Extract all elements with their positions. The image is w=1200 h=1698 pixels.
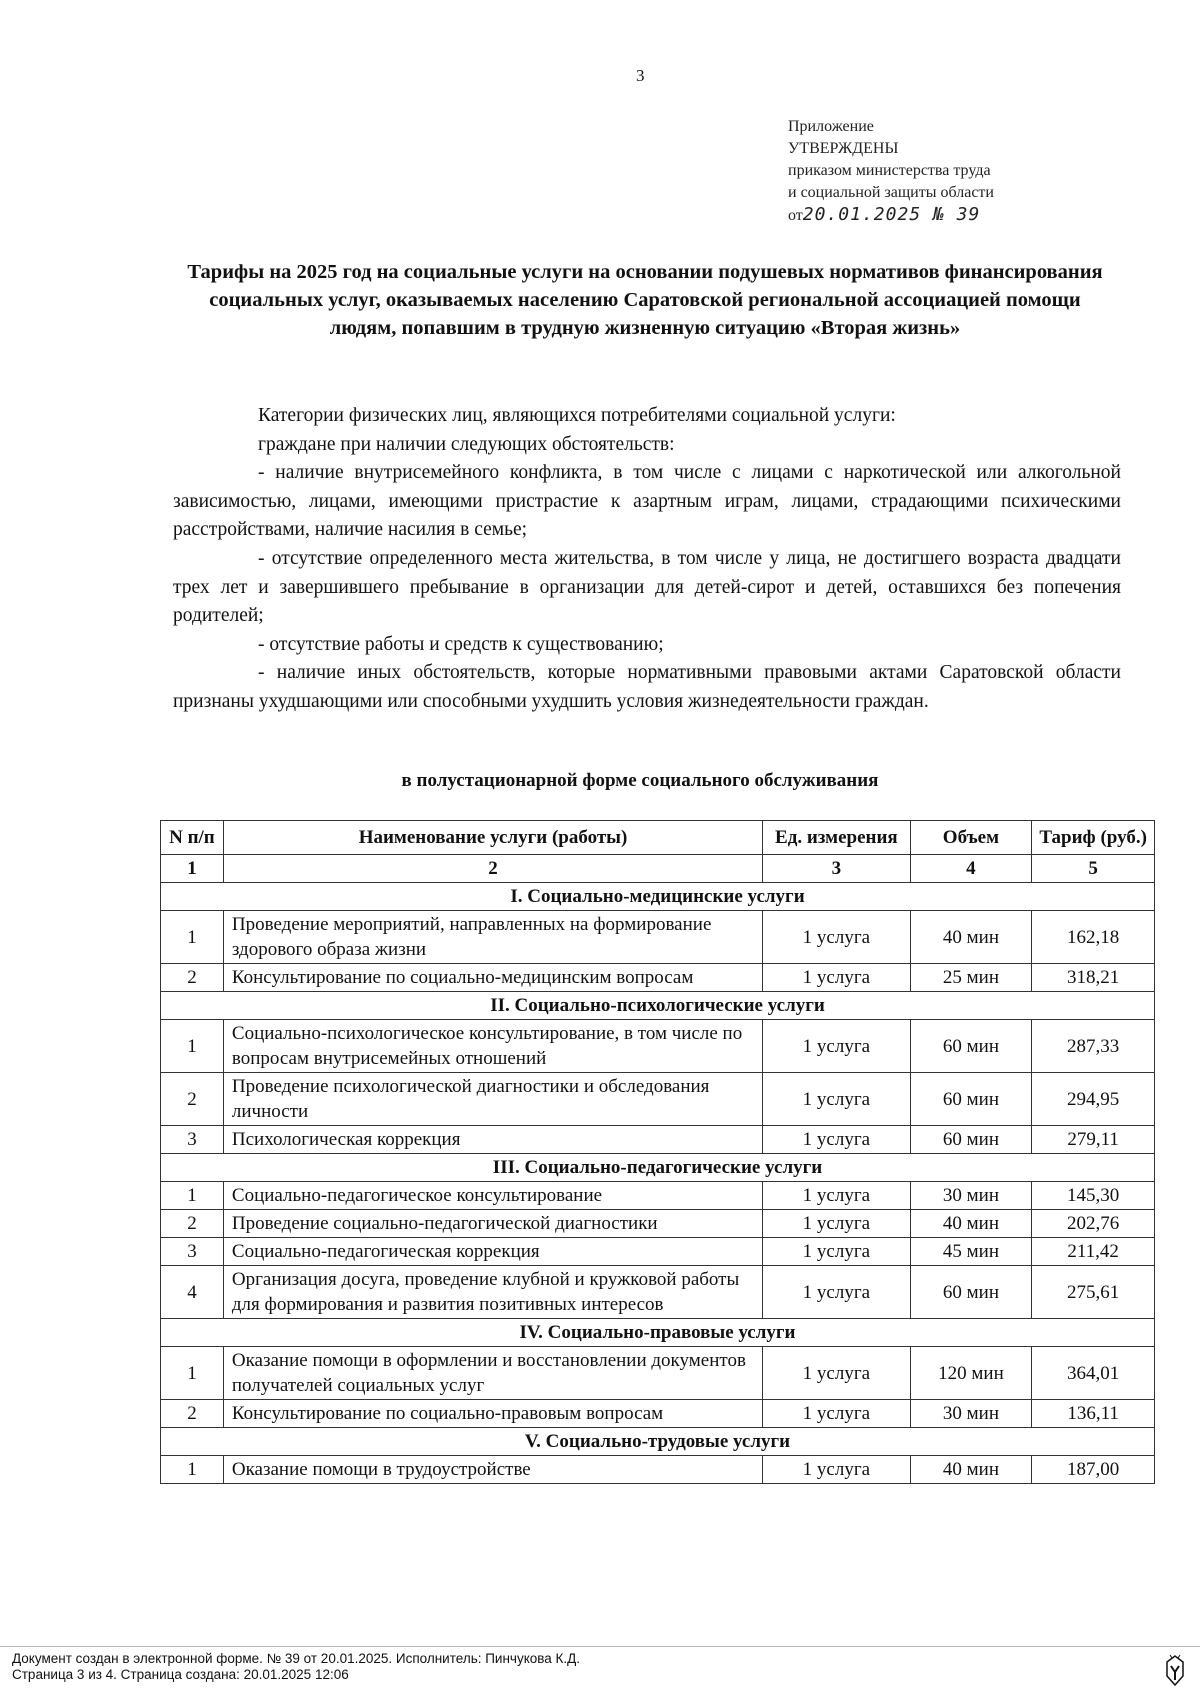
table-row [161, 1400, 1155, 1428]
service-name: Социально-педагогическое консультирование [223, 1182, 762, 1210]
section-row [161, 1428, 1155, 1456]
table-row [161, 1182, 1155, 1210]
column-number: 4 [910, 855, 1032, 883]
appendix-line2: УТВЕРЖДЕНЫ [788, 140, 899, 157]
unit-cell: 1 услуга [763, 964, 910, 992]
intro-text [173, 402, 1121, 717]
appendix-block [788, 116, 994, 227]
intro-paragraph: Категории физических лиц, являющихся потребителями социальной услуги: [258, 405, 896, 426]
row-number: 1 [161, 1456, 224, 1484]
tariff-cell: 275,61 [1032, 1266, 1155, 1319]
tariff-cell: 294,95 [1032, 1073, 1155, 1126]
service-name: Проведение социально-педагогической диагностики [223, 1210, 762, 1238]
volume-cell: 40 мин [910, 1210, 1032, 1238]
service-name: Проведение мероприятий, направленных на формирование здорового образа жизни [223, 911, 762, 964]
table-row [161, 1210, 1155, 1238]
unit-cell: 1 услуга [763, 1456, 910, 1484]
unit-cell: 1 услуга [763, 1238, 910, 1266]
section-title: V. Социально-трудовые услуги [161, 1428, 1155, 1456]
table-row [161, 1238, 1155, 1266]
coat-of-arms-icon [1164, 1652, 1186, 1688]
row-number: 2 [161, 1210, 224, 1238]
intro-paragraph: - наличие иных обстоятельств, которые нормативными правовыми актами Саратовской области признаны ухудшающими или способными ухудшить условия жизнедеятельности граждан. [173, 662, 1121, 712]
section-title: IV. Социально-правовые услуги [161, 1319, 1155, 1347]
column-number: 2 [223, 855, 762, 883]
tariff-cell: 187,00 [1032, 1456, 1155, 1484]
tariff-cell: 287,33 [1032, 1020, 1155, 1073]
section-row [161, 883, 1155, 911]
appendix-line3: приказом министерства труда [788, 162, 991, 179]
appendix-date-prefix: от [788, 207, 803, 224]
service-name: Консультирование по социально-медицинским вопросам [223, 964, 762, 992]
volume-cell: 30 мин [910, 1182, 1032, 1210]
volume-cell: 60 мин [910, 1266, 1032, 1319]
form-heading: в полустационарной форме социального обслуживания [401, 770, 879, 791]
section-title: I. Социально-медицинские услуги [161, 883, 1155, 911]
footer-line2: Страница 3 из 4. Страница создана: 20.01.2025 12:06 [12, 1667, 349, 1682]
column-numbers-row [161, 855, 1155, 883]
appendix-line1: Приложение [788, 118, 874, 135]
page-number: 3 [636, 66, 645, 85]
table-row [161, 911, 1155, 964]
table-row [161, 1347, 1155, 1400]
service-name: Оказание помощи в оформлении и восстановлении документов получателей социальных услуг [223, 1347, 762, 1400]
tariff-cell: 211,42 [1032, 1238, 1155, 1266]
row-number: 1 [161, 1020, 224, 1073]
row-number: 4 [161, 1266, 224, 1319]
unit-cell: 1 услуга [763, 1126, 910, 1154]
section-row [161, 1319, 1155, 1347]
table-row [161, 964, 1155, 992]
volume-cell: 45 мин [910, 1238, 1032, 1266]
row-number: 2 [161, 1073, 224, 1126]
header-service-name: Наименование услуги (работы) [223, 821, 762, 855]
table-row [161, 1456, 1155, 1484]
table-row [161, 1266, 1155, 1319]
volume-cell: 60 мин [910, 1020, 1032, 1073]
volume-cell: 25 мин [910, 964, 1032, 992]
intro-paragraph: граждане при наличии следующих обстоятельств: [258, 433, 675, 455]
unit-cell: 1 услуга [763, 1073, 910, 1126]
tariff-cell: 202,76 [1032, 1210, 1155, 1238]
column-number: 3 [763, 855, 910, 883]
table-row [161, 1073, 1155, 1126]
tariff-cell: 162,18 [1032, 911, 1155, 964]
tariff-cell: 279,11 [1032, 1126, 1155, 1154]
volume-cell: 60 мин [910, 1126, 1032, 1154]
row-number: 1 [161, 911, 224, 964]
service-name: Организация досуга, проведение клубной и кружковой работы для формирования и развития позитивных интересов [223, 1266, 762, 1319]
intro-paragraph: - отсутствие определенного места жительства, в том числе у лица, не достигшего возраста двадцати трех лет и завершившего пребывание в организации для детей-сирот и детей, оставшихся без попечения родителей; [173, 547, 1121, 627]
row-number: 1 [161, 1347, 224, 1400]
row-number: 3 [161, 1238, 224, 1266]
row-number: 1 [161, 1182, 224, 1210]
volume-cell: 60 мин [910, 1073, 1032, 1126]
unit-cell: 1 услуга [763, 911, 910, 964]
unit-cell: 1 услуга [763, 1347, 910, 1400]
volume-cell: 120 мин [910, 1347, 1032, 1400]
tariffs-table [160, 820, 1155, 1484]
intro-paragraph: - отсутствие работы и средств к существованию; [258, 633, 664, 655]
service-name: Оказание помощи в трудоустройстве [223, 1456, 762, 1484]
column-number: 1 [161, 855, 224, 883]
section-row [161, 1154, 1155, 1182]
unit-cell: 1 услуга [763, 1266, 910, 1319]
row-number: 3 [161, 1126, 224, 1154]
table-row [161, 1020, 1155, 1073]
table-header-row [161, 821, 1155, 855]
appendix-line5 [788, 204, 994, 227]
volume-cell: 40 мин [910, 911, 1032, 964]
tariff-cell: 145,30 [1032, 1182, 1155, 1210]
tariff-cell: 318,21 [1032, 964, 1155, 992]
handwritten-date-number: 20.01.2025 № 39 [802, 204, 981, 225]
unit-cell: 1 услуга [763, 1182, 910, 1210]
header-volume: Объем [910, 821, 1032, 855]
unit-cell: 1 услуга [763, 1020, 910, 1073]
column-number: 5 [1032, 855, 1155, 883]
service-name: Социально-педагогическая коррекция [223, 1238, 762, 1266]
footer-divider [0, 1646, 1200, 1647]
unit-cell: 1 услуга [763, 1210, 910, 1238]
row-number: 2 [161, 964, 224, 992]
intro-paragraph: - наличие внутрисемейного конфликта, в том числе с лицами с наркотической или алкогольной зависимостью, лицами, имеющими пристрастие к азартным играм, лицами, страдающими психическими расстройствами, наличие насилия в семье; [173, 462, 1121, 541]
service-name: Психологическая коррекция [223, 1126, 762, 1154]
section-title: II. Социально-психологические услуги [161, 992, 1155, 1020]
document-title: Тарифы на 2025 год на социальные услуги на основании подушевых нормативов финансирования социальных услуг, оказываемых населению Саратовской региональной ассоциацией помощи людям, попавшим в трудную жизненную ситуацию «Вторая жизнь» [187, 261, 1103, 339]
row-number: 2 [161, 1400, 224, 1428]
tariff-cell: 364,01 [1032, 1347, 1155, 1400]
footer-line1: Документ создан в электронной форме. № 39 от 20.01.2025. Исполнитель: Пинчукова К.Д. [12, 1651, 581, 1666]
service-name: Проведение психологической диагностики и обследования личности [223, 1073, 762, 1126]
appendix-line4: и социальной защиты области [788, 184, 994, 201]
unit-cell: 1 услуга [763, 1400, 910, 1428]
section-title: III. Социально-педагогические услуги [161, 1154, 1155, 1182]
section-row [161, 992, 1155, 1020]
volume-cell: 30 мин [910, 1400, 1032, 1428]
header-unit: Ед. измерения [763, 821, 910, 855]
service-name: Консультирование по социально-правовым вопросам [223, 1400, 762, 1428]
tariff-cell: 136,11 [1032, 1400, 1155, 1428]
volume-cell: 40 мин [910, 1456, 1032, 1484]
table-row [161, 1126, 1155, 1154]
tariffs-table-body [161, 883, 1155, 1484]
header-tariff: Тариф (руб.) [1032, 821, 1155, 855]
service-name: Социально-психологическое консультирование, в том числе по вопросам внутрисемейных отношений [223, 1020, 762, 1073]
footer [12, 1651, 580, 1683]
header-number: N п/п [161, 821, 224, 855]
